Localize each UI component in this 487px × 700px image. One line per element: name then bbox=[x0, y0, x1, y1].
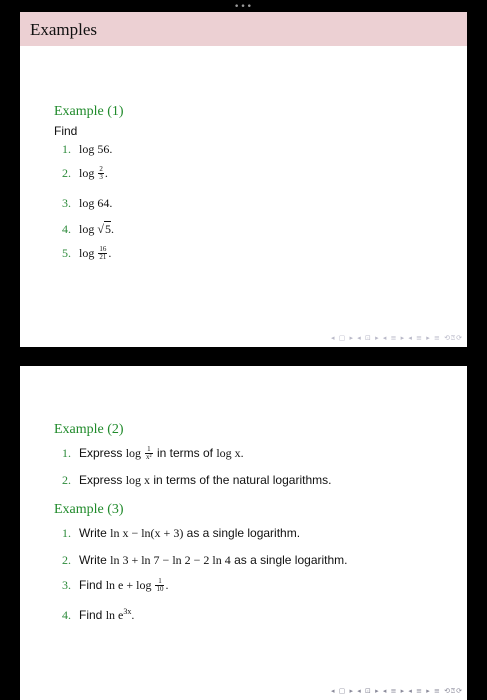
home-indicator[interactable] bbox=[163, 690, 325, 695]
item-text: in terms of bbox=[153, 446, 217, 460]
list-item bbox=[62, 166, 108, 181]
item-number: 1. bbox=[62, 142, 71, 156]
math-log: log bbox=[79, 166, 98, 180]
radical-sign: √ bbox=[97, 222, 104, 236]
list-item bbox=[62, 196, 112, 211]
list-item bbox=[62, 607, 134, 623]
item-number: 1. bbox=[62, 526, 71, 540]
radicand: 5 bbox=[104, 222, 111, 236]
fraction-numerator: 2 bbox=[99, 165, 103, 173]
item-text: as a single logarithm. bbox=[183, 526, 301, 540]
list-item bbox=[62, 553, 348, 568]
example-1-lead: Find bbox=[54, 124, 78, 138]
math-expression: log x bbox=[216, 446, 241, 460]
item-number: 2. bbox=[62, 166, 71, 180]
list-item bbox=[62, 246, 111, 261]
item-text: in terms of the natural logarithms. bbox=[150, 473, 332, 487]
fraction bbox=[155, 578, 164, 593]
item-number: 2. bbox=[62, 473, 71, 487]
fraction bbox=[145, 446, 153, 461]
punctuation: . bbox=[104, 166, 108, 180]
item-text: Write bbox=[79, 553, 111, 567]
punctuation: . bbox=[110, 222, 114, 236]
frame-title: Examples bbox=[30, 20, 98, 39]
item-text: Find bbox=[79, 608, 106, 622]
page-indicator: ••• bbox=[234, 2, 253, 12]
item-text: Find bbox=[79, 578, 106, 592]
item-number: 1. bbox=[62, 446, 71, 460]
item-number: 3. bbox=[62, 578, 71, 592]
fraction-denominator: 3 bbox=[99, 173, 103, 181]
list-item bbox=[62, 526, 300, 541]
item-text: Write bbox=[79, 526, 111, 540]
list-item bbox=[62, 446, 244, 461]
list-item bbox=[62, 578, 168, 593]
item-text: as a single logarithm. bbox=[230, 553, 348, 567]
item-number: 4. bbox=[62, 222, 71, 236]
superscript: 3x bbox=[123, 607, 132, 616]
fraction bbox=[98, 246, 107, 261]
example-3-title: Example (3) bbox=[54, 502, 124, 517]
fraction-denominator: 21 bbox=[99, 253, 107, 261]
item-number: 4. bbox=[62, 608, 71, 622]
item-number: 2. bbox=[62, 553, 71, 567]
slide-1 bbox=[20, 12, 467, 347]
math-log: log bbox=[79, 222, 98, 236]
math-log: log bbox=[79, 246, 98, 260]
item-number: 3. bbox=[62, 196, 71, 210]
square-root bbox=[97, 221, 111, 236]
item-number: 5. bbox=[62, 246, 71, 260]
math-log: log bbox=[125, 446, 145, 460]
math-expression: ln e + log bbox=[105, 578, 155, 592]
item-text: Express bbox=[79, 446, 126, 460]
list-item bbox=[62, 142, 112, 157]
beamer-navigation-bottom[interactable]: ◂ ▢ ▸ ◂ ⊡ ▸ ◂ ≡ ▸ ◂ ≡ ▸ ≡ ⟲⍰⟳ bbox=[330, 687, 463, 695]
item-text: Express bbox=[79, 473, 126, 487]
math-expression: ln x − ln(x + 3) bbox=[110, 526, 184, 540]
frame-title-bar bbox=[20, 12, 467, 46]
punctuation: . bbox=[165, 578, 169, 592]
list-item bbox=[62, 222, 114, 237]
example-2-title: Example (2) bbox=[54, 422, 124, 437]
fraction-denominator: 10 bbox=[156, 585, 164, 593]
punctuation: . bbox=[131, 608, 135, 622]
punctuation: . bbox=[108, 246, 112, 260]
math-expression: ln e bbox=[105, 608, 124, 622]
math-expression: log x bbox=[125, 473, 151, 487]
slide-2 bbox=[20, 366, 467, 700]
fraction bbox=[98, 166, 104, 181]
fraction-numerator: 16 bbox=[99, 245, 107, 253]
punctuation: . bbox=[240, 446, 244, 460]
fraction-numerator: 1 bbox=[145, 446, 153, 454]
fraction-denominator: x² bbox=[146, 453, 152, 461]
math-expression: log 56. bbox=[79, 142, 113, 156]
math-expression: ln 3 + ln 7 − ln 2 − 2 ln 4 bbox=[110, 553, 231, 567]
list-item bbox=[62, 473, 331, 488]
example-1-title: Example (1) bbox=[54, 104, 124, 119]
fraction-numerator: 1 bbox=[155, 578, 164, 586]
beamer-navigation[interactable]: ◂ ▢ ▸ ◂ ⊡ ▸ ◂ ≡ ▸ ◂ ≡ ▸ ≡ ⟲⍰⟳ bbox=[330, 334, 463, 342]
math-expression: log 64. bbox=[79, 196, 113, 210]
